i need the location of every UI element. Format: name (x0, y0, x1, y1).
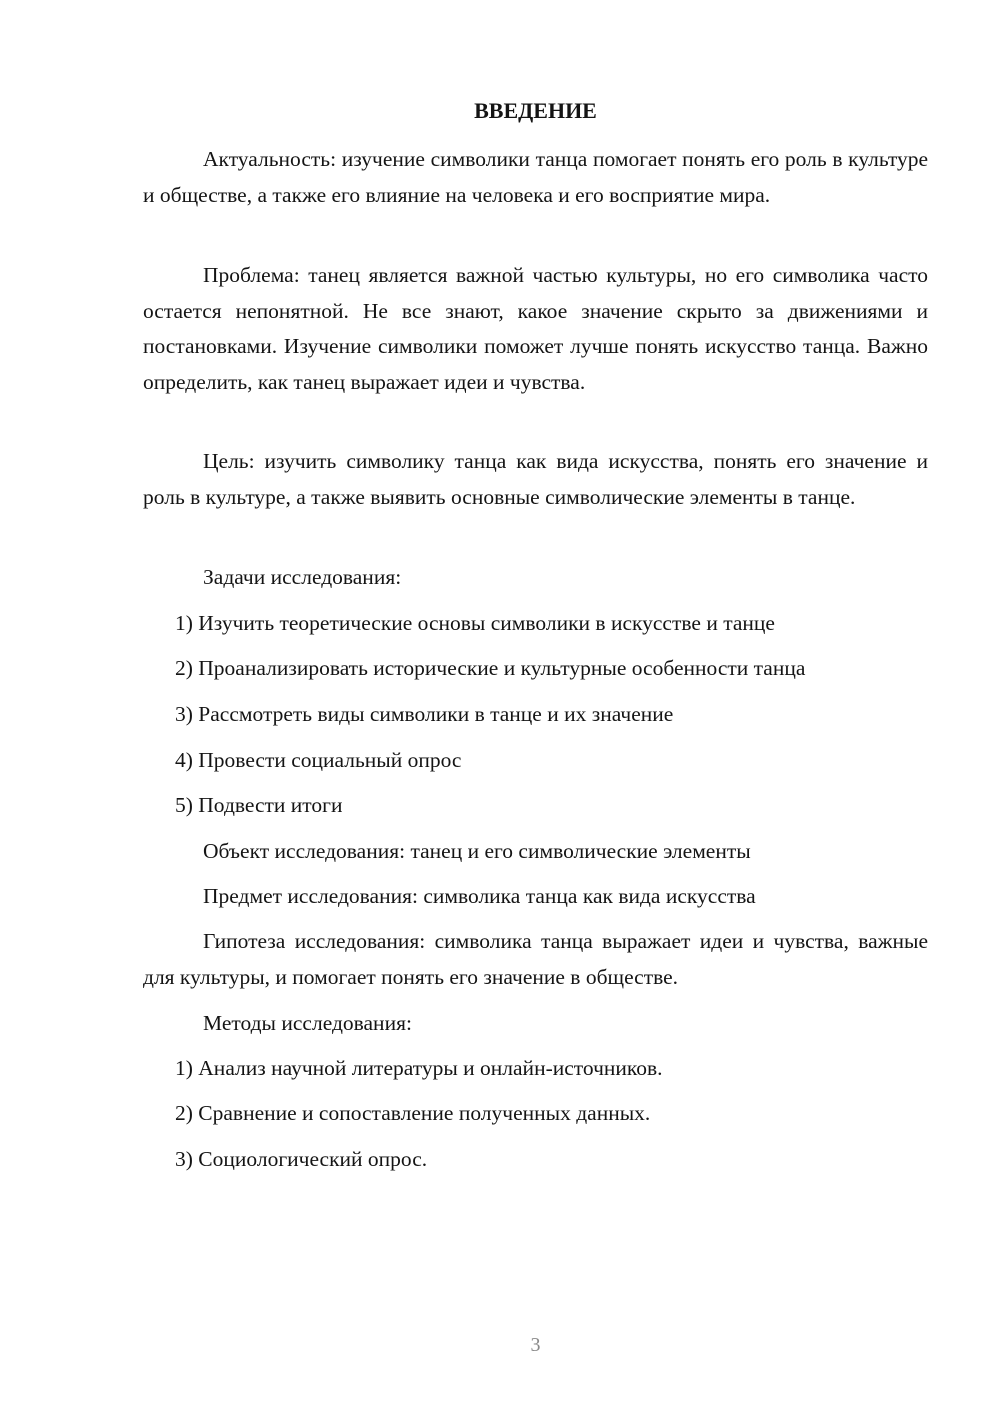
tasks-heading: Задачи исследования: (203, 565, 402, 589)
method-item-1: 1) Анализ научной литературы и онлайн-источников. (175, 1056, 663, 1080)
section-title: ВВЕДЕНИЕ (474, 98, 597, 123)
document-page (143, 0, 928, 1414)
paragraph-problem: Проблема: танец является важной частью культуры, но его символика часто остается непонятной. Не все знают, какое значение скрыто за движениями и постановками. Изучение символики поможет лучше понять искусство танца. Важно определить, как танец выражает идеи и чувства. (143, 263, 928, 394)
paragraph-hypothesis: Гипотеза исследования: символика танца выражает идеи и чувства, важные для культуры, и помогает понять его значение в обществе. (143, 929, 928, 989)
paragraph-goal: Цель: изучить символику танца как вида искусства, понять его значение и роль в культуре, а также выявить основные символические элементы в танце. (143, 449, 928, 509)
methods-heading: Методы исследования: (203, 1011, 412, 1035)
method-item-3: 3) Социологический опрос. (175, 1147, 428, 1171)
paragraph-relevance: Актуальность: изучение символики танца помогает понять его роль в культуре и обществе, а также его влияние на человека и его восприятие мира. (143, 147, 928, 207)
task-item-3: 3) Рассмотреть виды символики в танце и их значение (175, 702, 674, 726)
research-object: Объект исследования: танец и его символические элементы (203, 839, 751, 863)
page-number: 3 (530, 1334, 541, 1356)
method-item-2: 2) Сравнение и сопоставление полученных данных. (175, 1101, 651, 1125)
task-item-4: 4) Провести социальный опрос (175, 748, 462, 772)
task-item-5: 5) Подвести итоги (175, 793, 343, 817)
task-item-1: 1) Изучить теоретические основы символики в искусстве и танце (175, 611, 775, 635)
research-subject: Предмет исследования: символика танца как вида искусства (203, 884, 756, 908)
task-item-2: 2) Проанализировать исторические и культурные особенности танца (175, 656, 806, 680)
